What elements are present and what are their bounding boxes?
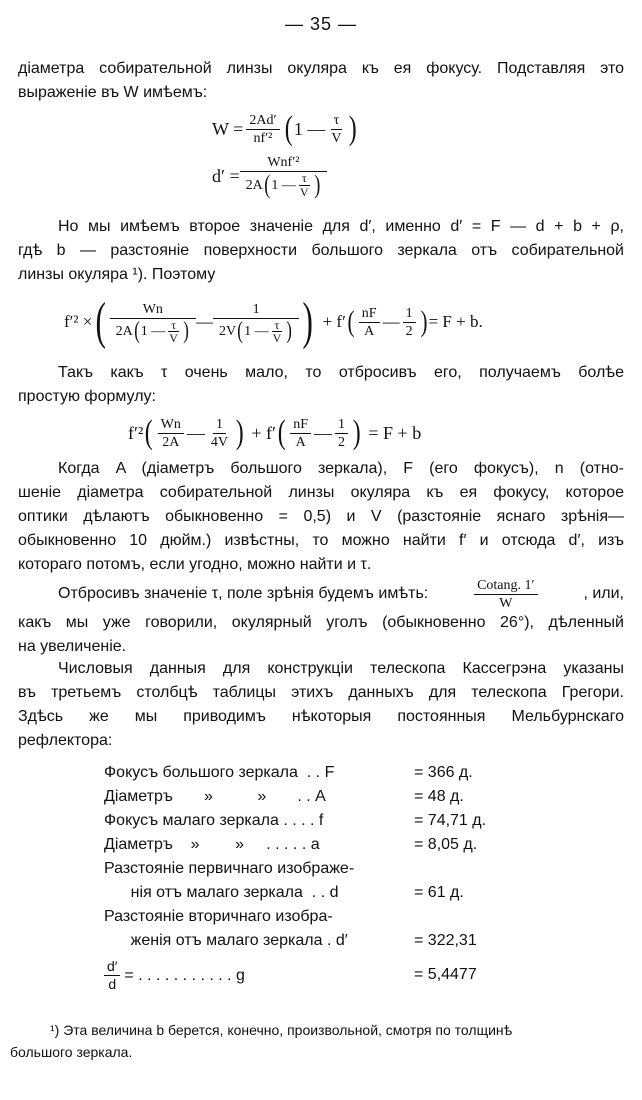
text-line: простую формулу: xyxy=(18,388,156,405)
formula-w: W = $\frac{2Ad'}{\text{nf′²}}$ ( 1 — $\frac{\tau}{V}$ ) xyxy=(212,110,358,147)
fraction: 1 2V ( 1 — $\frac{\tau}{V}$ ) xyxy=(216,301,296,344)
table-row-ratio: $\frac{d'}{d}$ = . . . . . . . . . . . g = 5,4477 xyxy=(104,958,245,993)
text-line-field-of-view: Отбросивъ значеніе τ, поле зрѣнія будемъ имѣть: $\frac{Cotang. 1'}{W}$ , или, xyxy=(58,577,624,611)
text-line: въ третьемъ столбцѣ таблицы этихъ данныхъ для телескопа Грегори. xyxy=(18,684,624,701)
text-line: Числовыя данныя для конструкціи телескопа Кассегрэна указаны xyxy=(58,660,624,677)
text-line: какъ мы уже говорили, окулярный уголъ (обыкновенно 26°), дѣленный xyxy=(18,614,624,631)
text-line: рефлектора: xyxy=(18,732,113,749)
text-line: на увеличеніе. xyxy=(18,638,127,655)
formula-simplified: f′² ( $\frac{Wn}{2A}$ — $\frac{1}{4V}$ ) + f′ ( $\frac{nF}{A}$ — $\frac{1}{2}$ ) = F + b xyxy=(128,414,422,451)
text-line: Когда A (діаметръ большого зеркала), F (его фокусъ), n (отно- xyxy=(58,460,624,477)
text-line: діаметра собирательной линзы окуляра къ ея фокусу. Подставляя это xyxy=(18,60,624,77)
fraction: Wnf′² 2A ( 1 — $\frac{\tau}{V}$ ) xyxy=(243,154,325,199)
fraction: $\frac{\tau}{V}$ xyxy=(331,112,342,146)
fraction: $\frac{2Ad'}{\text{nf′²}}$ xyxy=(246,112,279,147)
text-line: Здѣсь же мы приводимъ нѣкоторыя постоянныя Мельбурнскаго xyxy=(18,708,624,725)
book-page: — 35 — діаметра собирательной линзы окуляра къ ея фокусу. Подставляя это выраженіе въ W имѣемъ: W = $\frac{2Ad'}{\text{nf′²}}$ ( 1 — $\frac{\tau}{V}$ ) d′ = Wnf′² 2A ( 1 — $\frac{\tau}{V}$ ) Но мы имѣемъ второе значеніе для d′, именно d′ = F — d + b + ρ, гдѣ b — разстояніе поверхности большого зеркала отъ собирательной линзы окуляра ¹). Поэтому f′² × ( Wn 2A ( 1 — $\frac{\tau}{V}$ ) — 1 2V ( 1 — $\frac{\tau}{V}$ ) ) + f′ ( $\frac{nF}{A}$ — $\frac{1}{2}$ ) = F + b. Такъ какъ τ очень мало, то отбросивъ его, получаемъ болѣе простую формулу: f′² ( $\frac{Wn}{2A}$ — $\frac{1}{4V}$ ) + f′ ( $\frac{nF}{A}$ — $\frac{1}{2}$ ) = F + b Когда A (діаметръ большого зеркала), F (его фокусъ), n (отно- шеніе діаметра собирательной линзы окуляра къ ея фокусу, которое оптики дѣлаютъ обыкновенно = 0,5) и V (разстояніе яснаго зрѣнія— обыкновенно 10 дюйм.) извѣстны, то можно найти f′ и отсюда d′, изъ котораго потомъ, если угодно, можно найти и τ. Отбросивъ значеніе τ, поле зрѣнія будемъ имѣть: $\frac{Cotang. 1'}{W}$ , или, какъ мы уже говорили, окулярный уголъ (обыкновенно 26°), дѣленный на увеличеніе. Числовыя данныя для конструкціи телескопа Кассегрэна указаны въ третьемъ столбцѣ таблицы этихъ данныхъ для телескопа Грегори. Здѣсь же мы приводимъ нѣкоторыя постоянныя Мельбурнскаго рефлектора: Фокусъ большого зеркала . . F = 366 д. Діаметръ » » . . A = 48 д. Фокусъ малаго зеркала . . . . f = 74,71 д. Діаметръ » » . . . . . a = 8,05 д. Разстояніе первичнаго изображе- нія отъ малаго зеркала . . d = 61 д. Разстояніе вторичнаго изобра- женія отъ малаго зеркала . d′ = 322,31 $\frac{d'}{d}$ = . . . . . . . . . . . g = 5,4477 ¹) Эта величина b берется, конечно, произвольной, смотря по толщинѣ большого зеркала. xyxy=(0,0,642,1100)
fraction: Wn 2A ( 1 — $\frac{\tau}{V}$ ) xyxy=(113,301,193,344)
text-line: линзы окуляра ¹). Поэтому xyxy=(18,266,216,283)
formula-f-squared: f′² × ( Wn 2A ( 1 — $\frac{\tau}{V}$ ) — 1 2V ( 1 — $\frac{\tau}{V}$ ) ) + f′ ( $\frac{nF}{A}$ — $\frac{1}{2}$ ) = F + b. xyxy=(64,293,483,350)
text-line: котораго потомъ, если угодно, можно найти и τ. xyxy=(18,556,372,573)
text-line: шеніе діаметра собирательной линзы окуляра къ ея фокусу, которое xyxy=(18,484,624,501)
formula-d xyxy=(212,148,327,204)
footnote-line: ¹) Эта величина b берется, конечно, произвольной, смотря по толщинѣ xyxy=(50,1022,513,1038)
text-line: Но мы имѣемъ второе значеніе для d′, именно d′ = F — d + b + ρ, xyxy=(58,218,624,235)
text-line: выраженіе въ W имѣемъ: xyxy=(18,84,208,101)
page-number: — 35 — xyxy=(284,14,358,34)
text-line: оптики дѣлаютъ обыкновенно = 0,5) и V (разстояніе яснаго зрѣнія— xyxy=(18,508,624,525)
text-line: обыкновенно 10 дюйм.) извѣстны, то можно найти f′ и отсюда d′, изъ xyxy=(18,532,624,549)
formula-lhs: W = xyxy=(212,118,244,139)
text-line: гдѣ b — разстояніе поверхности большого зеркала отъ собирательной xyxy=(18,242,624,259)
fraction: $\frac{Cotang. 1'}{W}$ xyxy=(474,577,538,612)
text-line: Такъ какъ τ очень мало, то отбросивъ его, получаемъ болѣе xyxy=(58,364,624,381)
footnote-line: большого зеркала. xyxy=(10,1044,133,1060)
formula-lhs: d′ = xyxy=(212,165,240,186)
